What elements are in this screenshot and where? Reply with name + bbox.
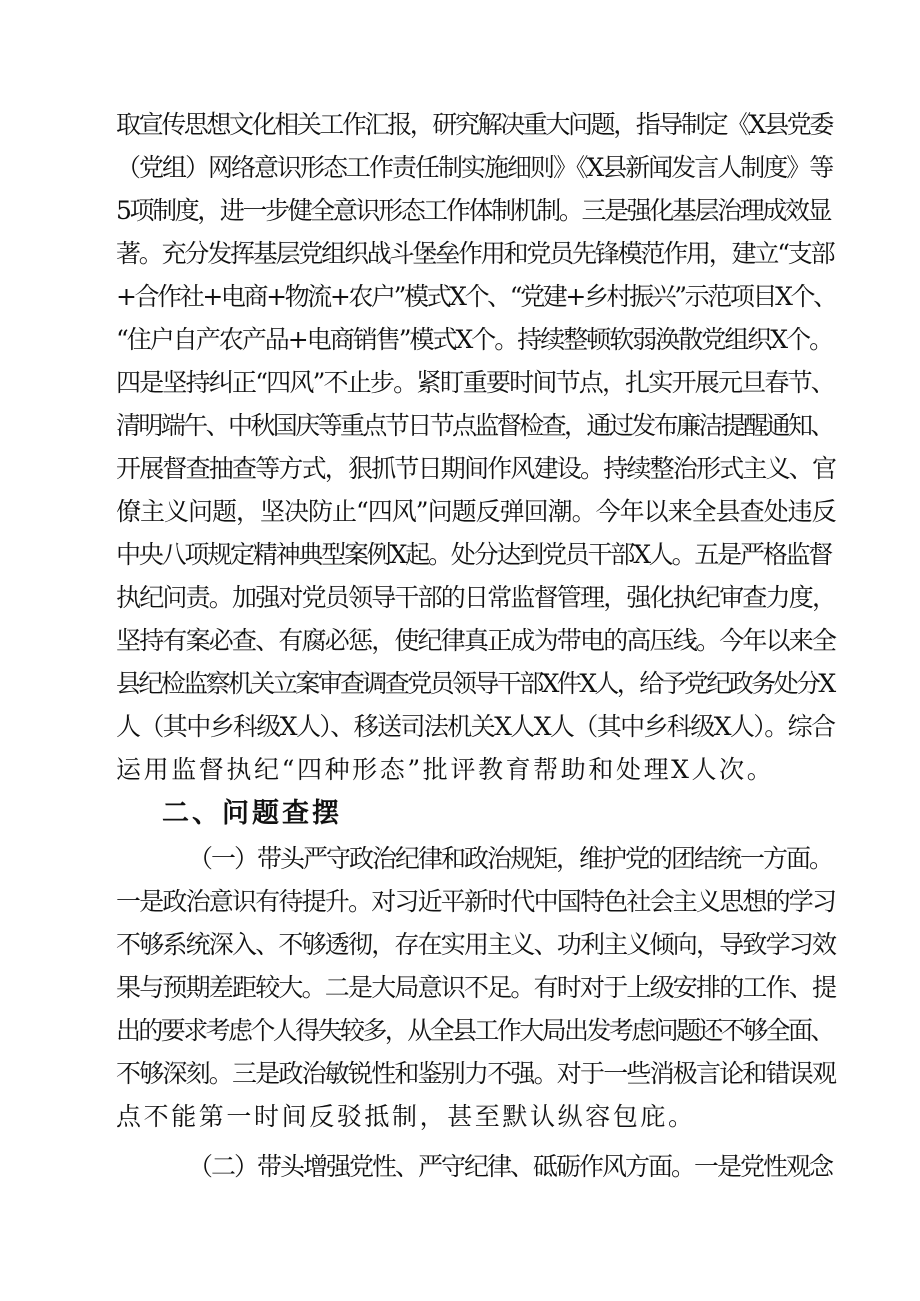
text-line: 僚主义问题，坚决防止“四风”问题反弹回潮。今年以来全县查处违反 — [116, 497, 836, 526]
text-line: 点不能第一时间反驳抵制，甚至默认纵容包庇。 — [116, 1102, 696, 1131]
text-line: 果与预期差距较大。二是大局意识不足。有时对于上级安排的工作、提 — [116, 973, 836, 1002]
text-line: 人（其中乡科级X人）、移送司法机关X人X人（其中乡科级X人）。综合 — [116, 712, 835, 741]
text-line: 出的要求考虑个人得失较多，从全县工作大局出发考虑问题还不够全面、 — [116, 1016, 833, 1045]
text-line: 一是政治意识有待提升。对习近平新时代中国特色社会主义思想的学习 — [116, 887, 836, 916]
text-line: 运用监督执纪“四种形态”批评教育帮助和处理X人次。 — [116, 755, 775, 784]
text-line: 中央八项规定精神典型案例X起。处分达到党员干部X人。五是严格监督 — [116, 540, 832, 569]
text-line: （党组）网络意识形态工作责任制实施细则》《X县新闻发言人制度》等 — [116, 153, 833, 182]
text-line: “住户自产农产品+电商销售”模式X个。持续整顿软弱涣散党组织X个。 — [116, 325, 833, 354]
text-line: 开展督查抽查等方式，狠抓节日期间作风建设。持续整治形式主义、官 — [116, 454, 836, 483]
text-line: 执纪问责。加强对党员领导干部的日常监督管理，强化执纪审查力度， — [116, 583, 836, 612]
section-2-heading: 二、问题查摆 — [162, 798, 342, 829]
text-line: 四是坚持纠正“四风”不止步。紧盯重要时间节点，扎实开展元旦春节、 — [116, 368, 834, 397]
text-line: 不够系统深入、不够透彻，存在实用主义、功利主义倾向，导致学习效 — [116, 930, 836, 959]
text-line: 取宣传思想文化相关工作汇报，研究解决重大问题，指导制定《X县党委 — [116, 110, 833, 139]
text-line: （一）带头严守政治纪律和政治规矩，维护党的团结统一方面。 — [188, 844, 833, 873]
text-line: 著。充分发挥基层党组织战斗堡垒作用和党员先锋模范作用，建立“支部 — [116, 239, 834, 268]
text-line: 坚持有案必查、有腐必惩，使纪律真正成为带电的高压线。今年以来全 — [116, 626, 836, 655]
text-line: 5项制度，进一步健全意识形态工作体制机制。三是强化基层治理成效显 — [116, 196, 831, 225]
text-line: 清明端午、中秋国庆等重点节日节点监督检查，通过发布廉洁提醒通知、 — [116, 411, 833, 440]
text-line: （二）带头增强党性、严守纪律、砥砺作风方面。一是党性观念 — [188, 1152, 833, 1181]
text-line: 县纪检监察机关立案审查调查党员领导干部X件X人，给予党纪政务处分X — [116, 669, 834, 698]
text-line: +合作社+电商+物流+农户”模式X个、“党建+乡村振兴”示范项目X个、 — [116, 282, 836, 311]
text-line: 不够深刻。三是政治敏锐性和鉴别力不强。对于一些消极言论和错误观 — [116, 1059, 836, 1088]
